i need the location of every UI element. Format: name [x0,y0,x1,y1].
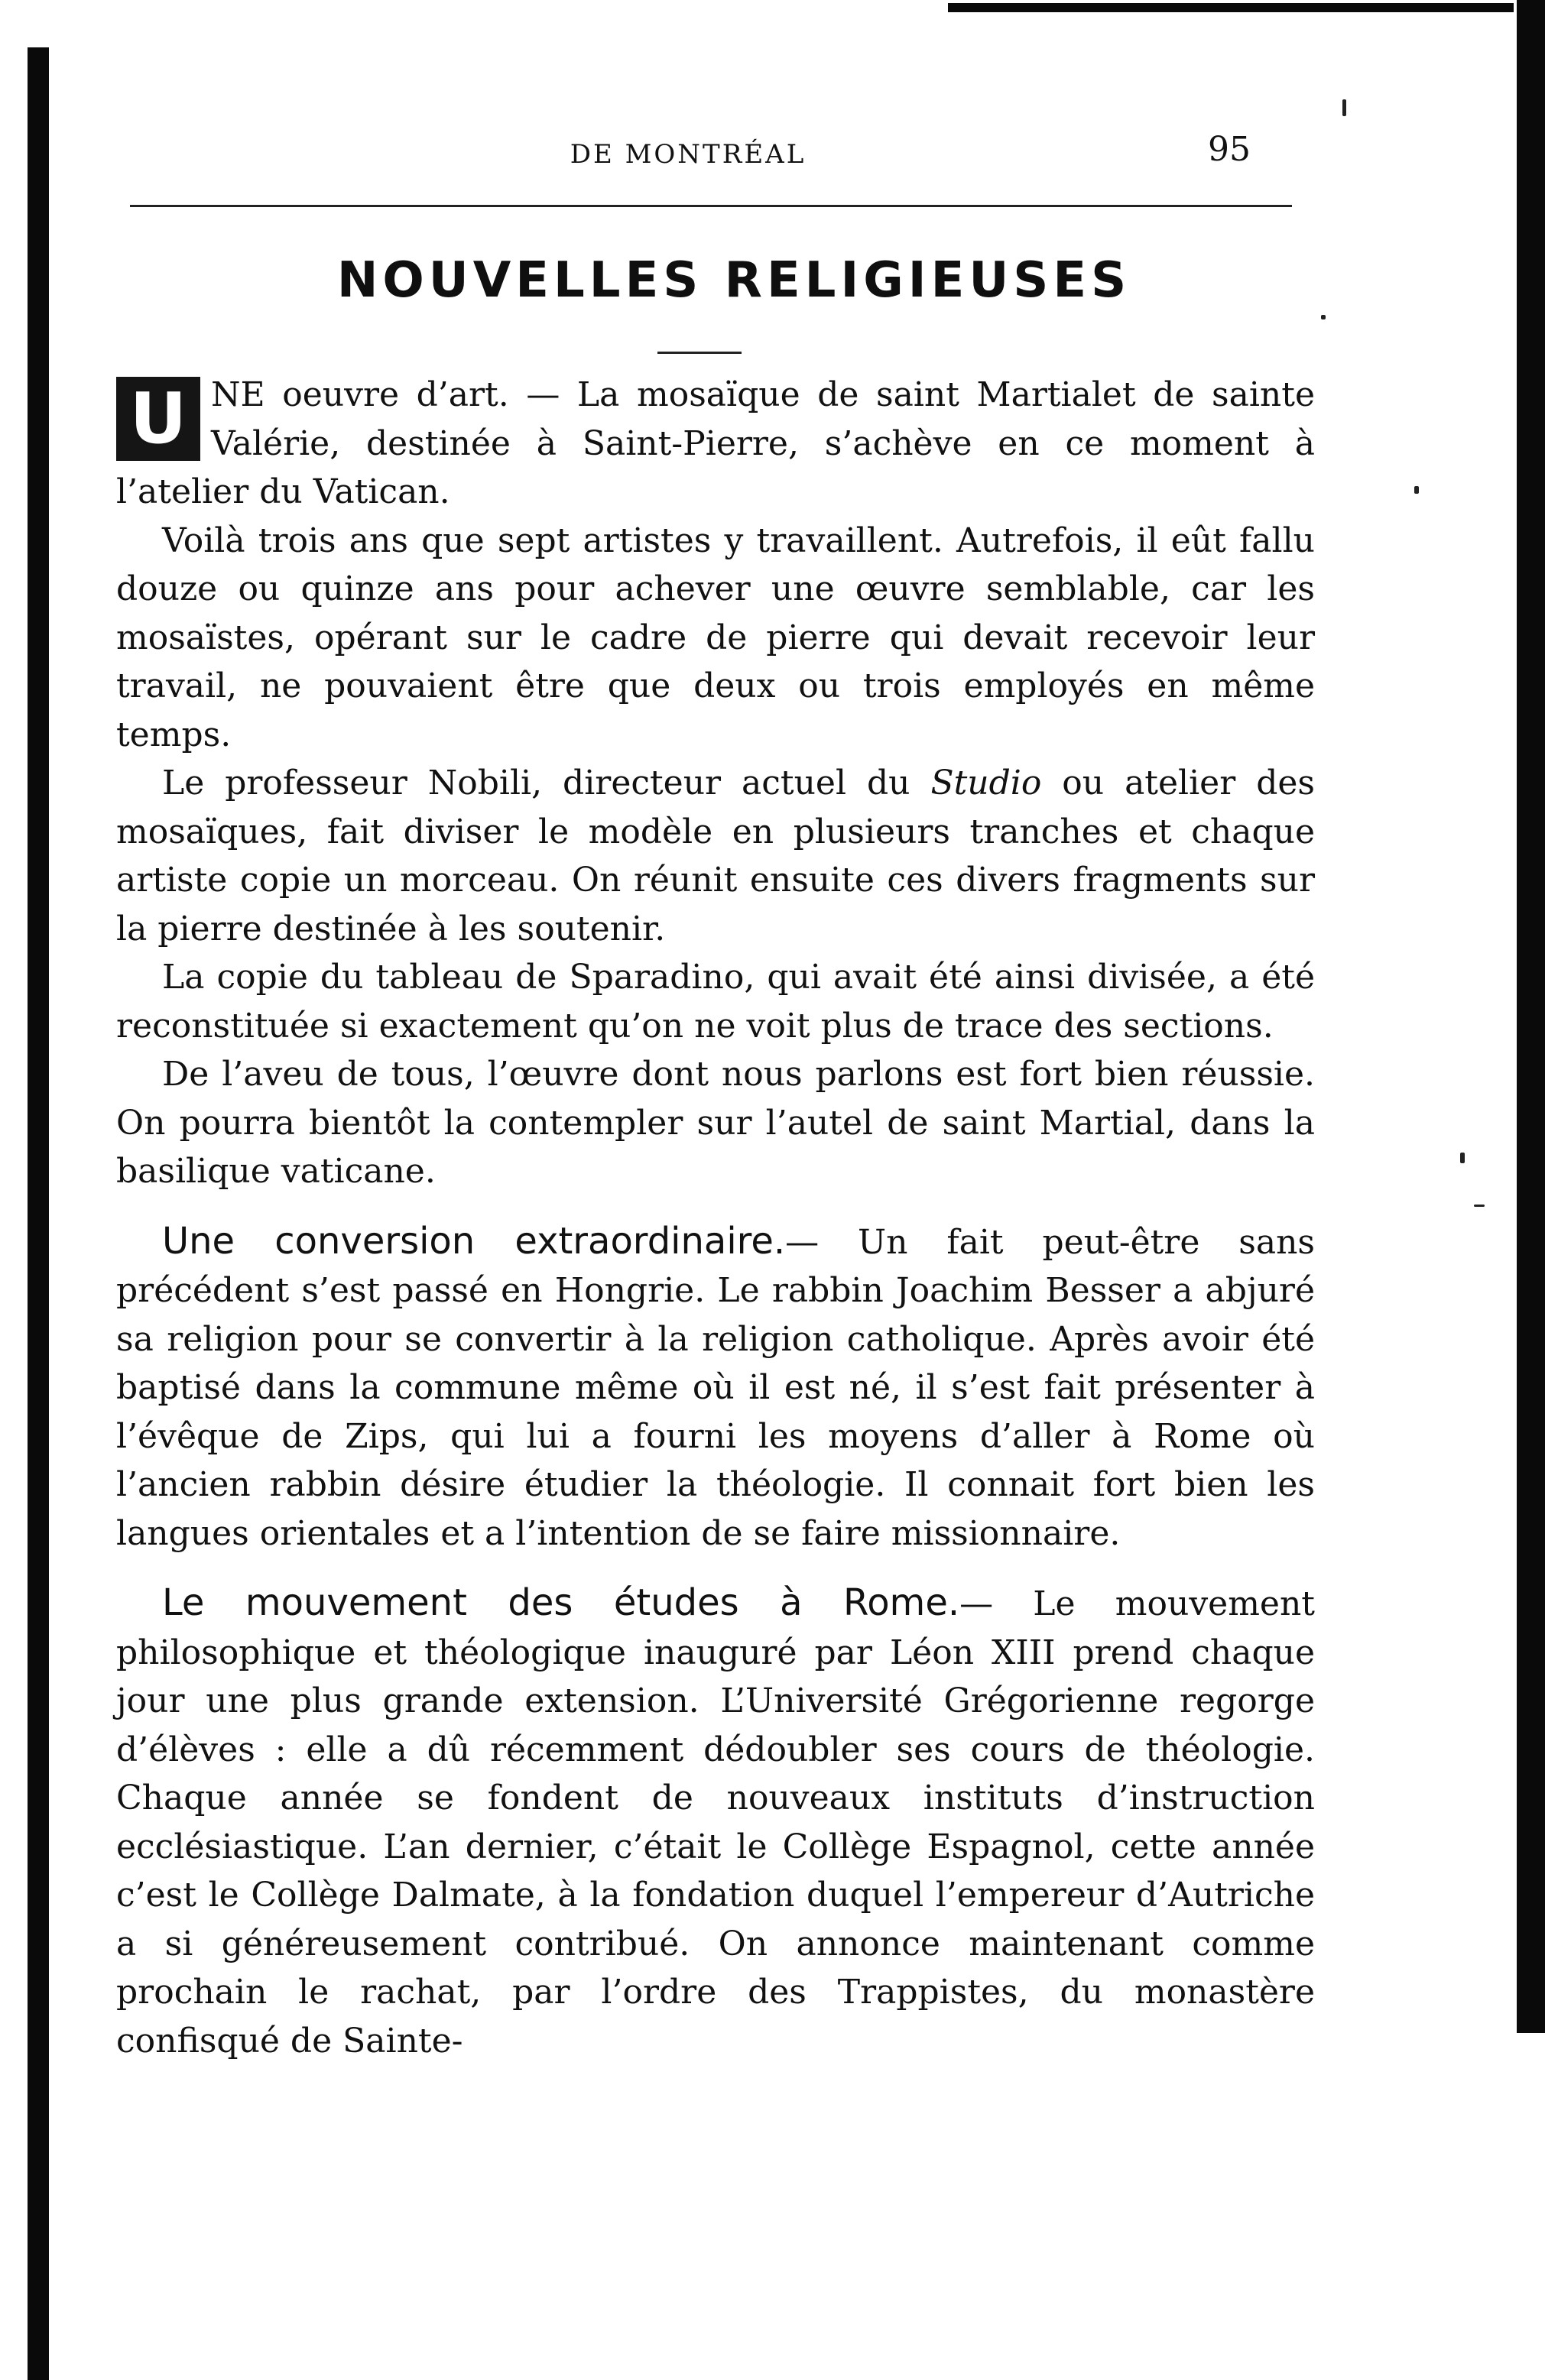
running-head: DE MONTRÉAL [570,139,807,170]
article-text: — Un fait peut-être sans précédent s’est passé en Hongrie. Le rabbin Joachim Besser a abjuré sa religion pour se convertir à la religion catholique. Après avoir été baptisé dans la commune même où il est né, il s’est fait présenter à l’évêque de Zips, qui lui a fourni les moyens d’aller à Rome où l’ancien rabbin désire étudier la théologie. Il connait fort bien les langues orientales et a l’intention de se faire missionnaire. [116,1222,1315,1553]
article-paragraph [116,759,1315,953]
article-conversion-lead: Une conversion extraordinaire. [162,1219,786,1263]
scan-speck [1321,315,1326,319]
article-text: Le professeur Nobili, directeur actuel du [162,764,910,803]
scan-border-left [28,47,49,2380]
drop-cap: U [116,377,200,461]
scan-border-top [948,3,1514,12]
article-oeuvre-art-paragraph [116,371,1315,517]
article-body [116,371,1315,2065]
article-paragraph: Voilà trois ans que sept artistes y travaillent. Autrefois, il eût fallu douze ou quinze ans pour achever une œuvre semblable, car les mosaïstes, opérant sur le cadre de pierre qui devait recevoir leur travail, ne pouvaient être que deux ou trois employés en même temps. [116,520,1315,754]
section-title: NOUVELLES RELIGIEUSES [336,252,1131,309]
scan-speck [1460,1153,1465,1163]
scan-speck [1474,1205,1485,1207]
article-text: — Le mouvement philosophique et théologique inauguré par Léon XIII prend chaque jour une plus grande extension. L’Université Grégorienne regorge d’élèves : elle a dû récemment dédoubler ses cours de théologie. Chaque année se fondent de nouveaux instituts d’instruction ecclésiastique. L’an dernier, c’était le Collège Espagnol, cette année c’est le Collège Dalmate, à la fondation duquel l’empereur d’Autriche a si généreusement contribué. On annonce maintenant comme prochain le rachat, par l’ordre des Trappistes, du monastère confisqué de Sainte- [116,1584,1315,2061]
header-rule [130,205,1292,207]
article-etudes-rome-lead: Le mouvement des études à Rome. [162,1581,960,1624]
article-paragraph: De l’aveu de tous, l’œuvre dont nous parlons est fort bien réussie. On pourra bientôt la contempler sur l’autel de saint Martial, dans la basilique vaticane. [116,1055,1315,1191]
scan-speck [1414,486,1419,494]
scan-speck [1342,99,1346,116]
article-etudes-rome-paragraph [116,1579,1315,2065]
scan-border-right [1517,0,1545,2033]
article-conversion-paragraph [116,1218,1315,1558]
article-text: — La mosaïque de saint Martialet de sainte Valérie, destinée à Saint-Pierre, s’achève en ce moment à l’atelier du Vatican. [116,375,1315,511]
title-rule [657,352,742,354]
article-oeuvre-art-lead: NE oeuvre d’art. [211,375,509,414]
article-text: ou atelier des mosaïques, fait diviser le modèle en plusieurs tranches et chaque artiste copie un morceau. On réunit ensuite ces divers fragments sur la pierre destinée à les soutenir. [116,764,1315,948]
article-paragraph: La copie du tableau de Sparadino, qui avait été ainsi divisée, a été reconstituée si exactement qu’on ne voit plus de trace des sections. [116,958,1315,1046]
studio-italic: Studio [930,764,1042,803]
page-number: 95 [1208,130,1251,169]
